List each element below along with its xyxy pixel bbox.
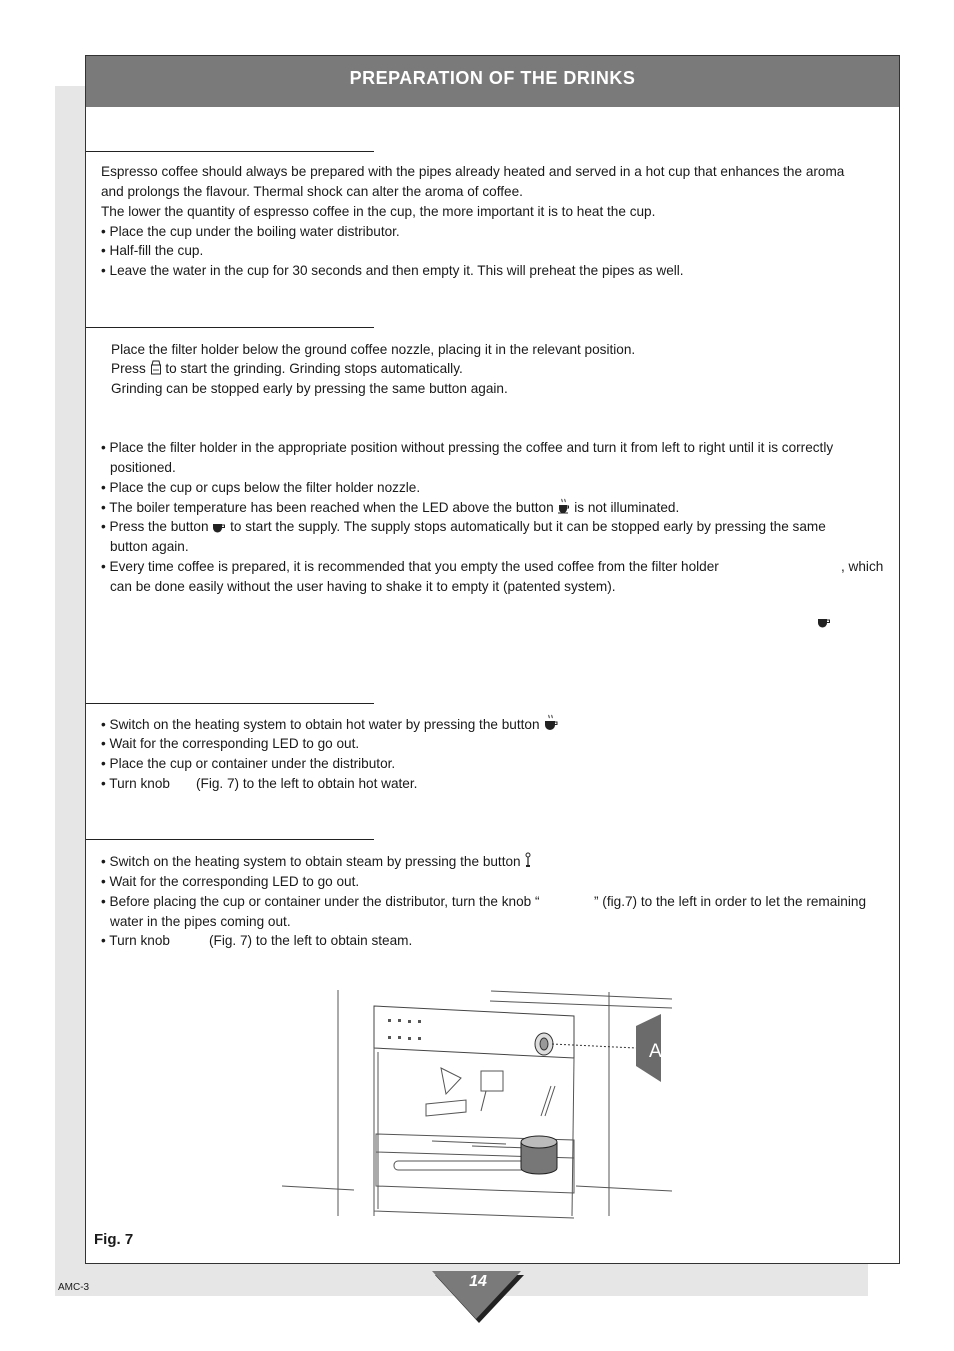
page-title: PREPARATION OF THE DRINKS bbox=[86, 56, 899, 107]
text-fragment: • The boiler temperature has been reached when the LED above the button bbox=[101, 500, 554, 515]
list-item: • Place the cup or container under the distributor. bbox=[101, 756, 396, 771]
text-fragment: Press bbox=[111, 361, 146, 376]
machine-illustration bbox=[276, 986, 676, 1221]
list-item: • Place the filter holder in the appropriate position without pressing the coffee and turn it from left to right until it is correctly bbox=[101, 440, 834, 455]
text-fragment: , which bbox=[841, 559, 884, 574]
text-fragment: (Fig. 7) to the left to obtain hot water. bbox=[196, 776, 418, 791]
list-item: • Leave the water in the cup for 30 seconds and then empty it. This will preheat the pipes as well. bbox=[101, 263, 684, 278]
content-frame bbox=[85, 55, 900, 1264]
callout-label: A bbox=[649, 1041, 662, 1062]
list-item: • Half-fill the cup. bbox=[101, 243, 204, 258]
list-item: • Place the cup or cups below the filter holder nozzle. bbox=[101, 480, 421, 495]
paragraph-line: The lower the quantity of espresso coffee in the cup, the more important it is to heat the cup. bbox=[101, 204, 656, 219]
page-number: 14 bbox=[469, 1273, 487, 1290]
text-fragment: to start the grinding. Grinding stops automatically. bbox=[165, 361, 463, 376]
text-fragment: to start the supply. The supply stops automatically but it can be stopped early by pressing the same bbox=[230, 519, 826, 534]
list-item: • Place the cup under the boiling water distributor. bbox=[101, 224, 400, 239]
figure-caption: Fig. 7 bbox=[94, 1231, 134, 1248]
list-item: • Before placing the cup or container under the distributor, turn the knob “ bbox=[101, 894, 540, 909]
text-fragment: • Press the button bbox=[101, 519, 209, 534]
document-code: AMC-3 bbox=[58, 1282, 90, 1293]
grinder-icon bbox=[150, 360, 162, 381]
list-item-continuation: can be done easily without the user having to shake it to empty it (patented system). bbox=[110, 579, 616, 594]
text-fragment: • Switch on the heating system to obtain steam by pressing the button bbox=[101, 854, 521, 869]
paragraph-line: Espresso coffee should always be prepared with the pipes already heated and served in a hot cup that enhances the aroma bbox=[101, 164, 845, 179]
section-rule bbox=[86, 151, 374, 152]
coffee-cup-icon bbox=[212, 519, 226, 539]
text-fragment: ” (fig.7) to the left in order to let the remaining bbox=[594, 894, 867, 909]
section-rule bbox=[86, 327, 374, 328]
section-rule bbox=[86, 703, 374, 704]
text-fragment: is not illuminated. bbox=[574, 500, 680, 515]
list-item bbox=[101, 852, 532, 874]
paragraph-line: and prolongs the flavour. Thermal shock can alter the aroma of coffee. bbox=[101, 184, 523, 199]
list-item: • Wait for the corresponding LED to go out. bbox=[101, 874, 360, 889]
coffee-cup-icon bbox=[817, 614, 831, 634]
list-item: • Turn knob bbox=[101, 776, 170, 791]
list-item-continuation: button again. bbox=[110, 539, 189, 554]
list-item: • Turn knob bbox=[101, 933, 170, 948]
list-item: • Every time coffee is prepared, it is recommended that you empty the used coffee from the filter holder bbox=[101, 559, 719, 574]
list-item bbox=[101, 517, 826, 539]
paragraph-line bbox=[111, 359, 463, 381]
text-fragment: • Switch on the heating system to obtain hot water by pressing the button bbox=[101, 717, 540, 732]
paragraph-line: Grinding can be stopped early by pressing the same button again. bbox=[111, 381, 508, 396]
paragraph-line: Place the filter holder below the ground coffee nozzle, placing it in the relevant position. bbox=[111, 342, 636, 357]
steaming-cup-icon bbox=[543, 714, 559, 737]
text-fragment: (Fig. 7) to the left to obtain steam. bbox=[209, 933, 413, 948]
list-item-continuation: positioned. bbox=[110, 460, 176, 475]
list-item-continuation: water in the pipes coming out. bbox=[110, 914, 291, 929]
steam-wand-icon bbox=[524, 852, 532, 874]
list-item: • Wait for the corresponding LED to go out. bbox=[101, 736, 360, 751]
section-rule bbox=[86, 839, 374, 840]
